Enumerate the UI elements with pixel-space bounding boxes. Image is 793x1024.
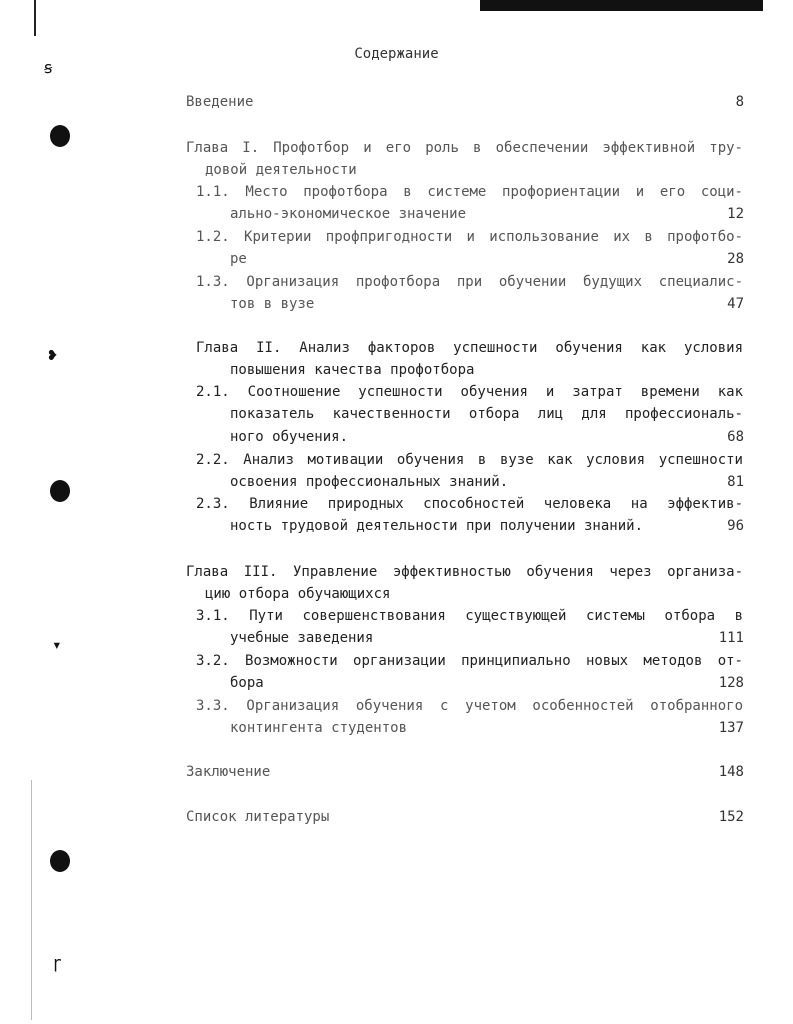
punch-hole-2 — [50, 480, 70, 502]
toc-chapter-3-title[interactable]: Глава III. Управление эффективностью обучения через организа- — [186, 564, 743, 580]
scan-speck-4: ɼ — [52, 953, 62, 972]
toc-section-2-1-page: 68 — [727, 429, 744, 445]
scan-speck-3: ▾ — [52, 635, 62, 654]
toc-chapter-1-title-cont: довой деятельности — [205, 162, 357, 178]
toc-chapter-1-title[interactable]: Глава I. Профотбор и его роль в обеспечении эффективной тру- — [186, 140, 743, 156]
scan-speck-2: ❥ — [48, 345, 58, 364]
toc-chapter-2-title[interactable]: Глава II. Анализ факторов успешности обучения как условия — [196, 340, 743, 356]
toc-section-2-2-page: 81 — [727, 474, 744, 490]
toc-references-label[interactable]: Список литературы — [186, 809, 330, 825]
toc-section-3-1-cont: учебные заведения — [230, 630, 374, 646]
scan-speck-1: ꞩ — [44, 58, 53, 77]
toc-section-3-3-cont: контингента студентов — [230, 720, 408, 736]
toc-section-3-2-page: 128 — [718, 675, 744, 691]
toc-chapter-2-title-cont: повышения качества профотбора — [230, 362, 475, 378]
toc-section-1-2-cont: ре — [230, 251, 247, 267]
scan-vertical-mark — [34, 0, 36, 36]
toc-section-1-3-cont: тов в вузе — [230, 296, 315, 312]
scan-edge-shadow — [480, 0, 763, 11]
toc-conclusion-page: 148 — [718, 764, 744, 780]
toc-section-1-3[interactable]: 1.3. Организация профотбора при обучении будущих специалис- — [196, 274, 743, 290]
punch-hole-3 — [50, 850, 70, 872]
toc-section-1-1-cont: ально-экономическое значение — [230, 206, 467, 222]
toc-section-2-1-cont: показатель качественности отбора лиц для профессиональ- — [230, 406, 743, 422]
toc-section-2-3-cont: ность трудовой деятельности при получении знаний. — [230, 518, 644, 534]
toc-section-3-2[interactable]: 3.2. Возможности организации принципиально новых методов от- — [196, 653, 743, 669]
toc-chapter-3-title-cont: цию отбора обучающихся — [205, 586, 391, 602]
toc-section-1-3-page: 47 — [727, 296, 744, 312]
margin-line — [31, 780, 32, 1020]
toc-section-2-2[interactable]: 2.2. Анализ мотивации обучения в вузе как условия успешности — [196, 452, 743, 468]
toc-section-3-3-page: 137 — [718, 720, 744, 736]
toc-section-1-1[interactable]: 1.1. Место профотбора в системе профориентации и его соци- — [196, 184, 743, 200]
toc-section-2-3[interactable]: 2.3. Влияние природных способностей человека на эффектив- — [196, 496, 743, 512]
toc-section-1-2-page: 28 — [727, 251, 744, 267]
punch-hole-1 — [50, 125, 70, 147]
toc-intro-label[interactable]: Введение — [186, 94, 254, 110]
toc-section-2-1[interactable]: 2.1. Соотношение успешности обучения и затрат времени как — [196, 384, 743, 400]
toc-section-3-1-page: 111 — [718, 630, 744, 646]
toc-section-2-1-cont2: ного обучения. — [230, 429, 349, 445]
toc-conclusion-label[interactable]: Заключение — [186, 764, 271, 780]
toc-section-2-2-cont: освоения профессиональных знаний. — [230, 474, 509, 490]
toc-section-3-1[interactable]: 3.1. Пути совершенствования существующей системы отбора в — [196, 608, 743, 624]
toc-references-page: 152 — [718, 809, 744, 825]
toc-intro-page: 8 — [735, 94, 744, 110]
toc-section-3-3[interactable]: 3.3. Организация обучения с учетом особенностей отобранного — [196, 698, 743, 714]
toc-section-1-2[interactable]: 1.2. Критерии профпригодности и использование их в профотбо- — [196, 229, 743, 245]
page-title: Содержание — [354, 46, 439, 62]
toc-section-3-2-cont: бора — [230, 675, 264, 691]
toc-section-1-1-page: 12 — [727, 206, 744, 222]
toc-section-2-3-page: 96 — [727, 518, 744, 534]
